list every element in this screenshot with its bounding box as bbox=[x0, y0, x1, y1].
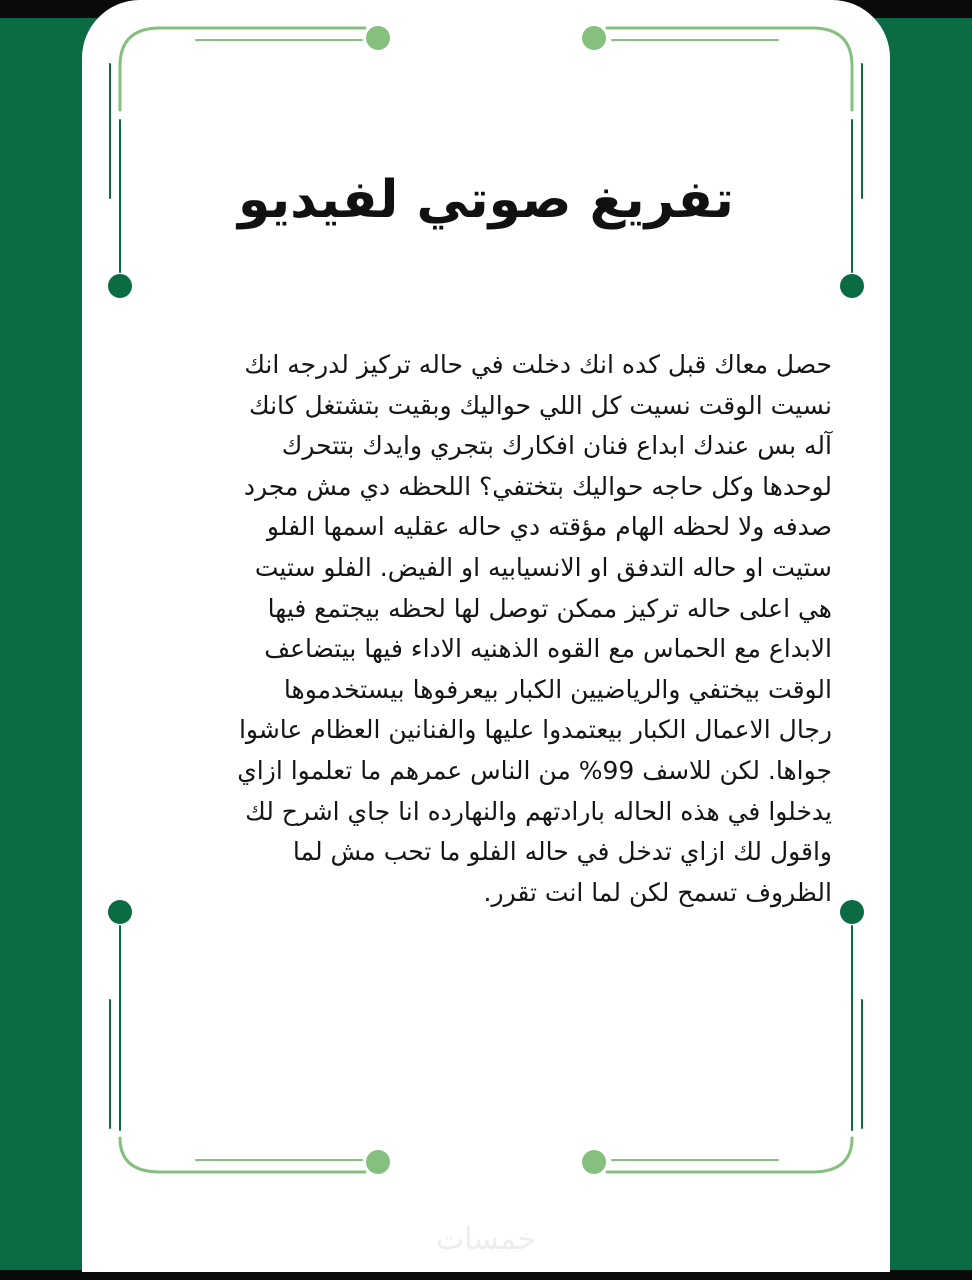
watermark-logo: خمسات bbox=[435, 1222, 537, 1257]
page-title: تفريغ صوتي لفيديو bbox=[238, 170, 734, 230]
transcript-body: حصل معاك قبل كده انك دخلت في حاله تركيز لدرجه انك نسيت الوقت نسيت كل اللي حواليك وبقيت بتشتغل كانك آله بس عندك ابداع فنان افكارك بتجري وايدك بتتحرك لوحدها وكل حاجه حواليك بتختفي؟ اللحظه دي مش مجرد صدفه ولا لحظه الهام مؤقته دي حاله عقليه اسمها الفلو ستيت او حاله التدفق او الانسيابيه او الفيض. الفلو ستيت هي اعلى حاله تركيز ممكن توصل لها لحظه بيجتمع فيها الابداع مع الحماس مع القوه الذهنيه الاداء فيها بيتضاعف الوقت بيختفي والرياضيين الكبار بيعرفوها بيستخدموها رجال الاعمال الكبار بيعتمدوا عليها والفنانين العظام عاشوا جواها. لكن للاسف 99% من الناس عمرهم ما تعلموا ازاي يدخلوا في هذه الحاله بارادتهم والنهارده انا جاي اشرح لك واقول لك ازاي تدخل في حاله الفلو ما تحب مش لما الظروف تسمح لكن لما انت تقرر. bbox=[237, 350, 832, 907]
